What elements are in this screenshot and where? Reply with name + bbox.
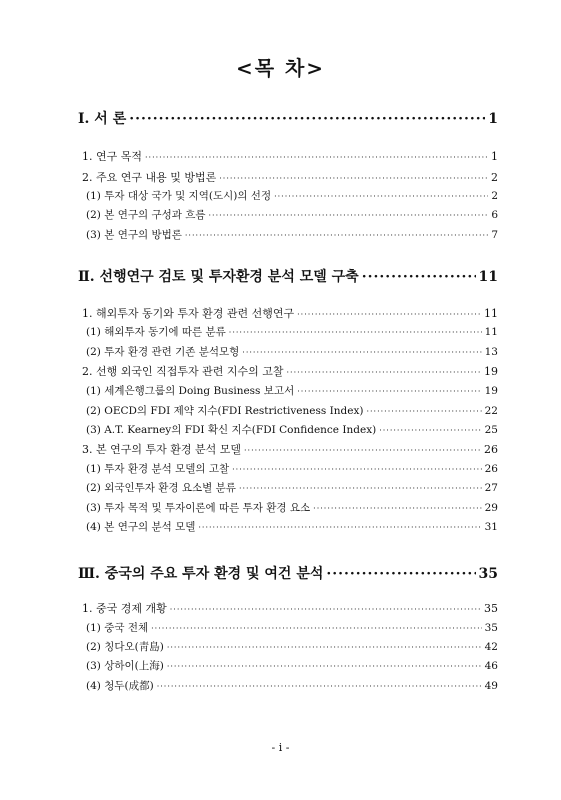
leader-dots: [170, 605, 481, 614]
toc-entry-label: Ⅲ. 중국의 주요 투자 환경 및 여건 분석: [78, 566, 324, 582]
toc-entry-label: 3. 본 연구의 투자 환경 분석 모델: [82, 443, 241, 456]
toc-entry-label: 1. 중국 경제 개황: [82, 602, 167, 615]
toc-entry-label: (1) 해외투자 동기에 따른 분류: [86, 326, 226, 338]
toc-page-number: 19: [484, 365, 498, 378]
toc-page-number: 1: [488, 111, 498, 127]
leader-dots: [185, 231, 488, 240]
leader-dots: [362, 269, 476, 285]
toc-section-1-2[interactable]: [82, 169, 498, 185]
leader-dots: [167, 662, 482, 671]
leader-dots: [145, 153, 488, 162]
toc-section-2-3[interactable]: [82, 441, 498, 457]
toc-subsection[interactable]: [86, 383, 498, 398]
toc-entry-label: (2) 본 연구의 구성과 흐름: [86, 209, 206, 221]
toc-chapter-1[interactable]: [78, 108, 498, 128]
leader-dots: [157, 682, 482, 691]
toc-entry-label: (3) 본 연구의 방법론: [86, 229, 182, 241]
toc-page-number: 19: [484, 385, 498, 397]
toc-entry-label: (3) 투자 목적 및 투자이론에 따른 투자 환경 요소: [86, 502, 311, 514]
toc-entry-label: (3) 상하이(上海): [86, 660, 164, 672]
leader-dots: [326, 566, 475, 582]
leader-dots: [297, 310, 481, 319]
toc-chapter-2[interactable]: [78, 266, 498, 286]
toc-entry-label: 1. 해외투자 동기와 투자 환경 관련 선행연구: [82, 307, 295, 320]
toc-entry-label: 2. 선행 외국인 직접투자 관련 지수의 고찰: [82, 365, 284, 378]
toc-subsection[interactable]: [86, 500, 498, 515]
toc-page-number: 31: [484, 521, 498, 533]
toc-page-number: 26: [484, 463, 498, 475]
leader-dots: [229, 328, 482, 337]
toc-chapter-3[interactable]: [78, 563, 498, 583]
toc-page-number: 25: [484, 424, 498, 436]
leader-dots: [129, 111, 485, 127]
toc-entry-label: (4) 본 연구의 분석 모델: [86, 521, 196, 533]
toc-section-3-1[interactable]: [82, 600, 498, 616]
leader-dots: [209, 211, 489, 220]
toc-entry-label: (1) 중국 전체: [86, 622, 149, 634]
toc-page-number: 7: [491, 229, 498, 241]
leader-dots: [379, 426, 481, 435]
toc-entry-label: (1) 투자 대상 국가 및 지역(도시)의 선정: [86, 190, 272, 202]
toc-subsection[interactable]: [86, 422, 498, 437]
toc-subsection[interactable]: [86, 461, 498, 476]
toc-entry-label: (1) 세계은행그룹의 Doing Business 보고서: [86, 385, 295, 397]
leader-dots: [313, 504, 481, 513]
toc-subsection[interactable]: [86, 658, 498, 673]
toc-subsection[interactable]: [86, 403, 498, 418]
toc-entry-label: 2. 주요 연구 내용 및 방법론: [82, 171, 217, 184]
leader-dots: [167, 643, 482, 652]
toc-page-number: 2: [491, 190, 498, 202]
toc-entry-label: (2) OECD의 FDI 제약 지수(FDI Restrictiveness Index): [86, 405, 364, 417]
leader-dots: [242, 348, 481, 357]
toc-subsection[interactable]: [86, 519, 498, 534]
toc-entry-label: (1) 투자 환경 분석 모델의 고찰: [86, 463, 230, 475]
leader-dots: [366, 407, 481, 416]
toc-page-number: 11: [484, 307, 498, 320]
leader-dots: [274, 192, 488, 201]
toc-entry-label: 1. 연구 목적: [82, 150, 142, 163]
toc-subsection[interactable]: [86, 678, 498, 693]
toc-page-number: 35: [478, 566, 498, 582]
toc-page-number: 22: [484, 405, 498, 417]
toc-subsection[interactable]: [86, 639, 498, 654]
toc-subsection[interactable]: [86, 227, 498, 242]
leader-dots: [219, 174, 488, 183]
toc-page-number: 49: [484, 680, 498, 692]
toc-page-number: 11: [484, 326, 498, 338]
leader-dots: [239, 484, 482, 493]
toc-entry-label: (2) 투자 환경 관련 기존 분석모형: [86, 346, 240, 358]
toc-entry-label: (3) A.T. Kearney의 FDI 확신 지수(FDI Confidence Index): [86, 424, 377, 436]
toc-section-2-1[interactable]: [82, 305, 498, 321]
toc-page-number: 29: [484, 502, 498, 514]
leader-dots: [244, 446, 481, 455]
toc-page-number: 26: [484, 443, 498, 456]
toc-subsection[interactable]: [86, 344, 498, 359]
toc-entry-label: (4) 청두(成都): [86, 680, 154, 692]
toc-page-number: 35: [484, 622, 498, 634]
toc-subsection[interactable]: [86, 324, 498, 339]
toc-subsection[interactable]: [86, 207, 498, 222]
toc-page-number: 1: [491, 150, 498, 163]
page-title: <목 차>: [235, 56, 326, 80]
leader-dots: [232, 465, 481, 474]
toc-subsection[interactable]: [86, 620, 498, 635]
toc-page-number: 11: [478, 269, 498, 285]
toc-subsection[interactable]: [86, 480, 498, 495]
leader-dots: [198, 523, 481, 532]
toc-page-number: 35: [484, 602, 498, 615]
toc-entry-label: Ⅱ. 선행연구 검토 및 투자환경 분석 모델 구축: [78, 269, 359, 285]
toc-page-number: 42: [484, 641, 498, 653]
toc-page-number: 46: [484, 660, 498, 672]
toc-page-number: 27: [484, 482, 498, 494]
leader-dots: [151, 624, 482, 633]
leader-dots: [297, 387, 481, 396]
toc-entry-label: (2) 칭다오(靑島): [86, 641, 164, 653]
toc-page-number: 2: [491, 171, 498, 184]
toc-entry-label: Ⅰ. 서 론: [78, 111, 127, 127]
toc-page-number: 13: [484, 346, 498, 358]
toc-section-2-2[interactable]: [82, 363, 498, 379]
toc-page-number: 6: [491, 209, 498, 221]
toc-entry-label: (2) 외국인투자 환경 요소별 분류: [86, 482, 236, 494]
leader-dots: [287, 368, 482, 377]
toc-section-1-1[interactable]: [82, 148, 498, 164]
toc-subsection[interactable]: [86, 188, 498, 203]
page-number-footer: - i -: [271, 741, 290, 754]
